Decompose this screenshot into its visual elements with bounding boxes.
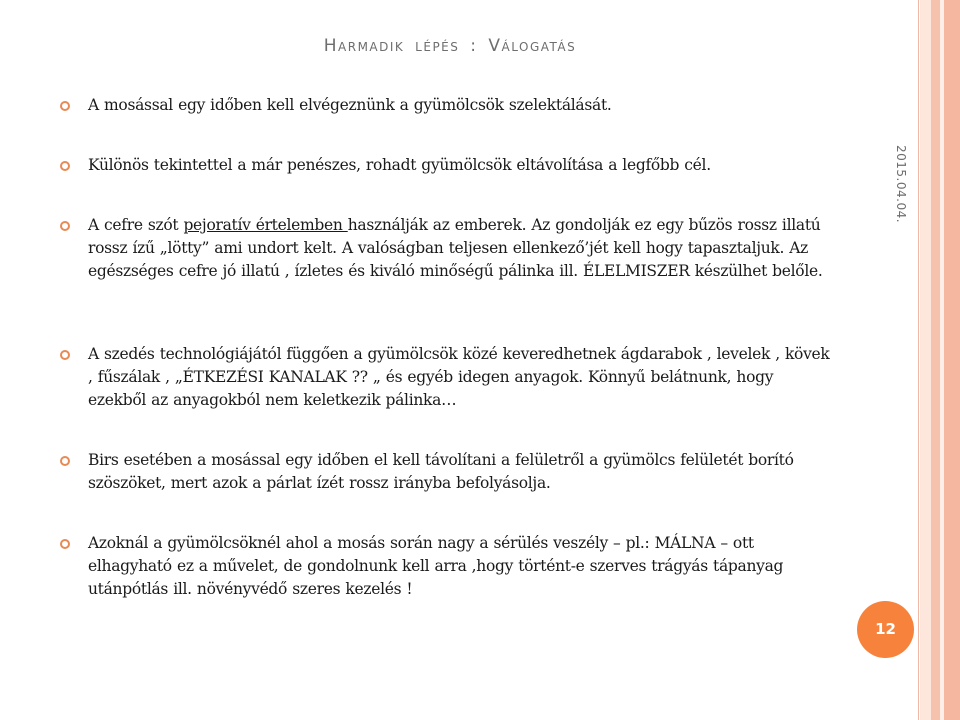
bullet-item [60, 214, 830, 283]
decorative-stripe [920, 0, 931, 720]
bullet-text: Különös tekintettel a már penészes, rohadt gyümölcsök eltávolítása a legfőbb cél. [88, 156, 711, 174]
bullet-item [60, 343, 830, 412]
bullet-item [60, 94, 830, 117]
bullet-text-underlined: pejoratív értelemben [183, 216, 348, 234]
bullet-text-part: használják az emberek. Az gondolják ez egy bűzös rossz illatú rossz ízű „lötty” ami undort kelt. A valóságban teljesen ellenkező’jét kell hogy tapasztaljuk. Az egészséges cefre jó illatú , ízletes és kiváló minőségű pálinka ill. ÉLELMISZER készülhet belőle. [88, 216, 823, 280]
bullet-text [88, 214, 830, 283]
bullet-circle-icon [60, 101, 70, 111]
bullet-circle-icon [60, 539, 70, 549]
bullet-circle-icon [60, 456, 70, 466]
bullet-text: A szedés technológiájától függően a gyümölcsök közé keveredhetnek ágdarabok , levelek , kövek , fűszálak , „ÉTKEZÉSI KANALAK ?? „ és egyéb idegen anyagok. Könnyű belátnunk, hogy ezekből az anyagokból nem keletkezik pálinka… [88, 345, 830, 409]
bullet-text-part: A cefre szót [88, 216, 184, 234]
slide-title: Harmadik lépés : Válogatás [323, 36, 577, 56]
decorative-stripe [944, 0, 960, 720]
bullet-item [60, 449, 830, 495]
bullet-circle-icon [60, 161, 70, 171]
decorative-stripe [918, 0, 919, 720]
page-number-badge: 12 [857, 601, 914, 658]
slide-date: 2015.04.04. [894, 145, 908, 224]
bullet-text: Azoknál a gyümölcsöknél ahol a mosás során nagy a sérülés veszély – pl.: MÁLNA – ott elhagyható ez a művelet, de gondolnunk kell arra ,hogy történt-e szerves trágyás tápanyag utánpótlás ill. növényvédő szeres kezelés ! [88, 534, 784, 598]
bullet-item [60, 532, 830, 601]
bullet-item [60, 154, 830, 177]
bullet-circle-icon [60, 350, 70, 360]
bullet-text: A mosással egy időben kell elvégeznünk a gyümölcsök szelektálását. [88, 96, 612, 114]
decorative-stripe [931, 0, 940, 720]
bullet-circle-icon [60, 221, 70, 231]
bullet-text: Birs esetében a mosással egy időben el kell távolítani a felületről a gyümölcs felületét borító szöszöket, mert azok a párlat ízét rossz irányba befolyásolja. [88, 451, 794, 492]
